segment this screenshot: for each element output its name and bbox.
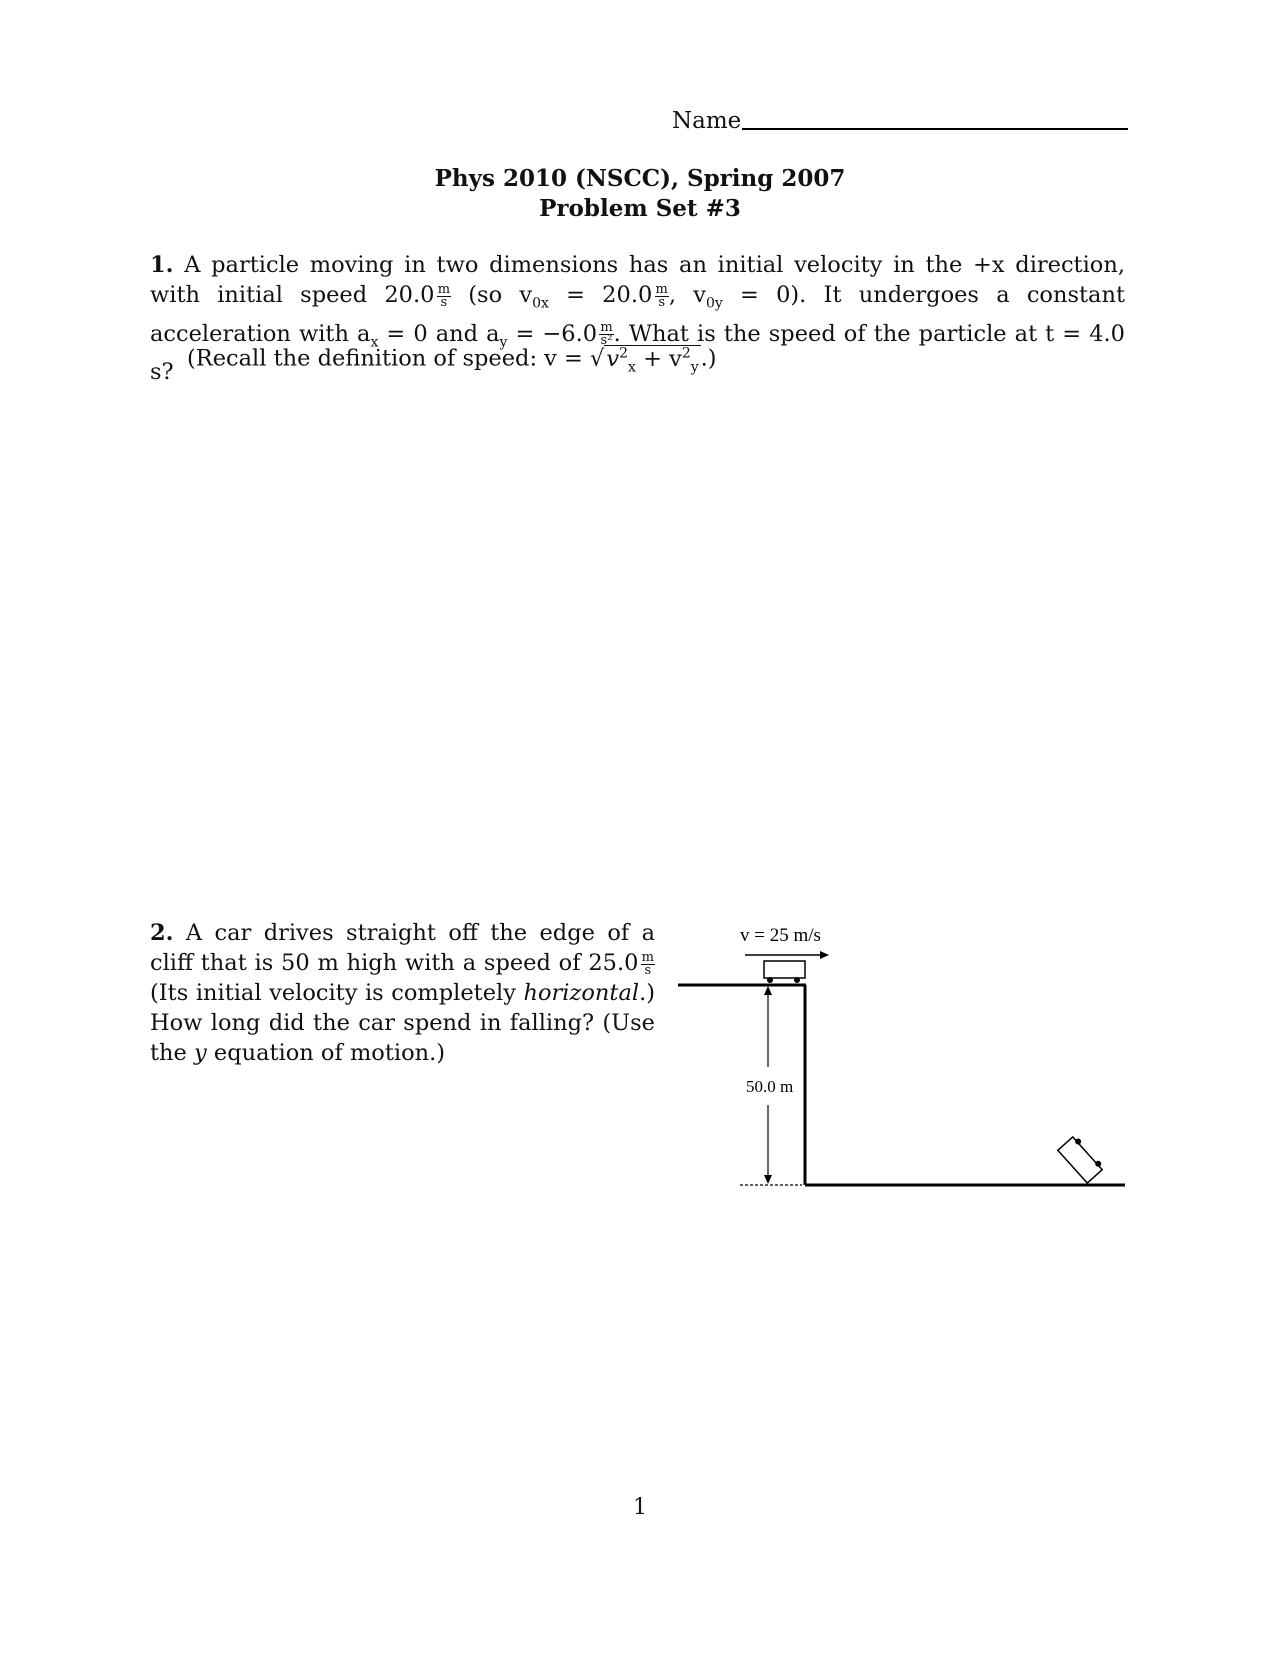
- p2-var-y: y: [194, 1040, 207, 1066]
- car-wheel-icon: [794, 977, 800, 983]
- course-title: Phys 2010 (NSCC), Spring 2007: [434, 165, 846, 192]
- unit-m: m: [600, 320, 613, 335]
- problem-set-title: Problem Set #3: [539, 195, 741, 222]
- unit-s: s: [644, 962, 652, 978]
- car-wheel-icon: [767, 977, 773, 983]
- p1-text-a: A particle moving in two dimensions has an initial velocity in the +x direction, with initial speed 20.0: [150, 252, 1125, 308]
- problem-2-number: 2.: [150, 920, 174, 946]
- unit-s2: s²: [600, 333, 613, 348]
- recall-suffix: .): [700, 345, 717, 372]
- p1-text-c: = 20.0: [548, 282, 653, 308]
- height-arrowhead-down: [764, 1175, 772, 1184]
- sub-x: x: [370, 334, 379, 350]
- p1-text-h: . What is the speed of the particle at t = 4.0 s?: [150, 320, 1125, 385]
- sub-0x: 0x: [532, 295, 549, 312]
- p2-italic: horizontal: [523, 980, 640, 1006]
- sqrt-icon: √: [590, 345, 605, 372]
- p1-text-e: = 0). It undergoes a constant acceleration with a: [150, 282, 1126, 347]
- page-number: 1: [633, 1495, 647, 1520]
- sub-y: y: [499, 334, 508, 350]
- velocity-label: v = 25 m/s: [740, 925, 821, 946]
- sub-0y: 0y: [705, 295, 723, 312]
- landed-car-icon: [1058, 1134, 1105, 1183]
- p2-text-a: A car drives straight off the edge of a cliff that is 50 m high with a speed of 25.0: [150, 920, 655, 976]
- var-v: v: [606, 345, 620, 372]
- velocity-arrowhead: [820, 951, 829, 959]
- recall-prefix: (Recall the definition of speed: v =: [187, 345, 591, 372]
- unit-s: s: [658, 294, 666, 310]
- problem-1-number: 1.: [150, 252, 174, 278]
- unit-m: m: [437, 281, 451, 297]
- unit-m: m: [655, 281, 668, 297]
- sqrt-radicand: $v^2_x + v^2_y$: [606, 345, 699, 375]
- p2-text-b: (Its initial velocity is completely: [150, 980, 524, 1006]
- height-label: 50.0 m: [746, 1077, 794, 1096]
- p2-text-c: .) How long did the car spend in falling? (Use the: [150, 980, 655, 1066]
- name-label: Name: [672, 108, 742, 134]
- recall-plus: + v: [635, 345, 682, 372]
- p1-text-f: = 0 and a: [378, 320, 500, 347]
- p1-text-b: (so v: [451, 282, 533, 308]
- p1-text-g: = −6.0: [507, 320, 598, 347]
- height-arrowhead-up: [764, 986, 772, 995]
- unit-s: s: [440, 294, 448, 310]
- p2-text-d: equation of motion.): [206, 1040, 446, 1066]
- p1-text-d: , v: [668, 282, 706, 308]
- car-top-icon: [764, 961, 805, 978]
- unit-m: m: [641, 949, 654, 965]
